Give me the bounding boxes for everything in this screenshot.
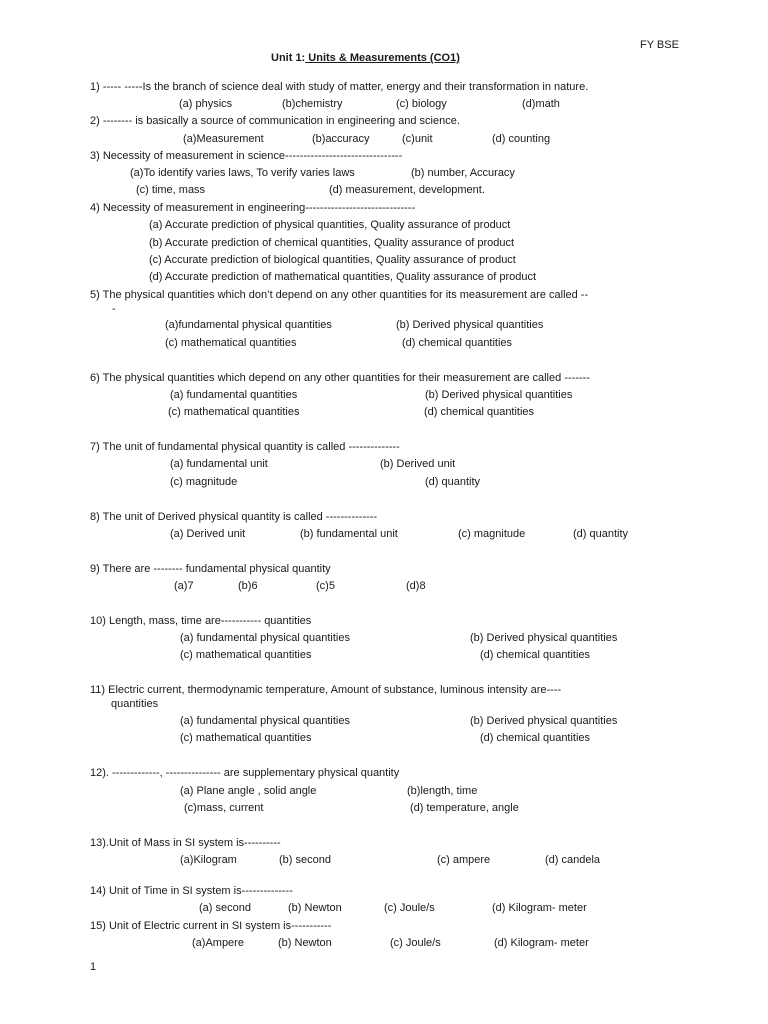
page-number: 1: [90, 961, 97, 973]
option-10d: (d) chemical quantities: [480, 649, 591, 661]
option-10a: (a) fundamental physical quantities: [180, 632, 350, 644]
option-6b: (b) Derived physical quantities: [425, 389, 573, 401]
option-14a: (a) second: [199, 902, 251, 914]
option-3c: (c) time, mass: [136, 184, 206, 196]
option-11c: (c) mathematical quantities: [180, 732, 312, 744]
question-2: 2) -------- is basically a source of communication in engineering and science.: [90, 115, 460, 127]
option-14c: (c) Joule/s: [384, 902, 435, 914]
question-6: 6) The physical quantities which depend on any other quantities for their measurement are called -------: [90, 372, 590, 384]
option-12d: (d) temperature, angle: [410, 802, 519, 814]
option-2b: (b)accuracy: [312, 133, 370, 145]
question-15: 15) Unit of Electric current in SI system is-----------: [90, 920, 332, 932]
title-prefix: Unit 1:: [271, 52, 306, 64]
option-1a: (a) physics: [179, 98, 233, 110]
option-5d: (d) chemical quantities: [402, 337, 513, 349]
option-13b: (b) second: [279, 854, 331, 866]
option-5a: (a)fundamental physical quantities: [165, 319, 332, 331]
option-11d: (d) chemical quantities: [480, 732, 591, 744]
option-4d: (d) Accurate prediction of mathematical quantities, Quality assurance of product: [149, 271, 537, 283]
option-12a: (a) Plane angle , solid angle: [180, 785, 317, 797]
option-10b: (b) Derived physical quantities: [470, 632, 618, 644]
option-2c: (c)unit: [402, 133, 433, 145]
option-6d: (d) chemical quantities: [424, 406, 535, 418]
option-4b: (b) Accurate prediction of chemical quantities, Quality assurance of product: [149, 237, 515, 249]
option-7d: (d) quantity: [425, 476, 481, 488]
question-3: 3) Necessity of measurement in science--------------------------------: [90, 150, 403, 162]
page-title: [271, 51, 460, 65]
question-1: 1) ----- -----Is the branch of science deal with study of matter, energy and their transformation in nature.: [90, 81, 589, 93]
option-12c: (c)mass, current: [184, 802, 264, 814]
option-9a: (a)7: [174, 580, 194, 592]
option-13d: (d) candela: [545, 854, 601, 866]
option-12b: (b)length, time: [407, 785, 478, 797]
option-8d: (d) quantity: [573, 528, 629, 540]
option-9c: (c)5: [316, 580, 335, 592]
option-8b: (b) fundamental unit: [300, 528, 398, 540]
option-15c: (c) Joule/s: [390, 937, 441, 949]
question-4: 4) Necessity of measurement in engineering------------------------------: [90, 202, 416, 214]
question-13: 13).Unit of Mass in SI system is----------: [90, 837, 281, 849]
question-8: 8) The unit of Derived physical quantity is called --------------: [90, 511, 378, 523]
option-5c: (c) mathematical quantities: [165, 337, 297, 349]
question-12: 12). -------------, --------------- are supplementary physical quantity: [90, 767, 400, 779]
option-14d: (d) Kilogram- meter: [492, 902, 587, 914]
question-7: 7) The unit of fundamental physical quantity is called --------------: [90, 441, 400, 453]
question-10: 10) Length, mass, time are----------- quantities: [90, 615, 312, 627]
option-1b: (b)chemistry: [282, 98, 343, 110]
option-7c: (c) magnitude: [170, 476, 238, 488]
option-8c: (c) magnitude: [458, 528, 526, 540]
option-8a: (a) Derived unit: [170, 528, 246, 540]
option-9d: (d)8: [406, 580, 426, 592]
option-9b: (b)6: [238, 580, 258, 592]
option-4c: (c) Accurate prediction of biological quantities, Quality assurance of product: [149, 254, 516, 266]
option-3b: (b) number, Accuracy: [411, 167, 515, 179]
option-4a: (a) Accurate prediction of physical quantities, Quality assurance of product: [149, 219, 511, 231]
option-11a: (a) fundamental physical quantities: [180, 715, 350, 727]
option-15a: (a)Ampere: [192, 937, 244, 949]
option-1c: (c) biology: [396, 98, 447, 110]
option-3a: (a)To identify varies laws, To verify varies laws: [130, 167, 355, 179]
question-5-cont: -: [112, 303, 116, 315]
option-2a: (a)Measurement: [183, 133, 264, 145]
option-11b: (b) Derived physical quantities: [470, 715, 618, 727]
option-6c: (c) mathematical quantities: [168, 406, 300, 418]
option-7b: (b) Derived unit: [380, 458, 456, 470]
option-13c: (c) ampere: [437, 854, 491, 866]
option-6a: (a) fundamental quantities: [170, 389, 298, 401]
option-1d: (d)math: [522, 98, 560, 110]
option-3d: (d) measurement, development.: [329, 184, 485, 196]
option-7a: (a) fundamental unit: [170, 458, 268, 470]
option-15d: (d) Kilogram- meter: [494, 937, 589, 949]
option-10c: (c) mathematical quantities: [180, 649, 312, 661]
question-14: 14) Unit of Time in SI system is--------------: [90, 885, 293, 897]
question-11-cont: quantities: [111, 698, 159, 710]
option-5b: (b) Derived physical quantities: [396, 319, 544, 331]
title-main: Units & Measurements (CO1): [305, 52, 460, 64]
option-15b: (b) Newton: [278, 937, 332, 949]
question-5: 5) The physical quantities which don’t depend on any other quantities for its measurement are called --: [90, 289, 589, 301]
option-14b: (b) Newton: [288, 902, 342, 914]
course-label: FY BSE: [640, 39, 679, 51]
option-2d: (d) counting: [492, 133, 551, 145]
option-13a: (a)Kilogram: [180, 854, 237, 866]
question-9: 9) There are -------- fundamental physical quantity: [90, 563, 331, 575]
question-11: 11) Electric current, thermodynamic temperature, Amount of substance, luminous intensity are----: [90, 684, 562, 696]
